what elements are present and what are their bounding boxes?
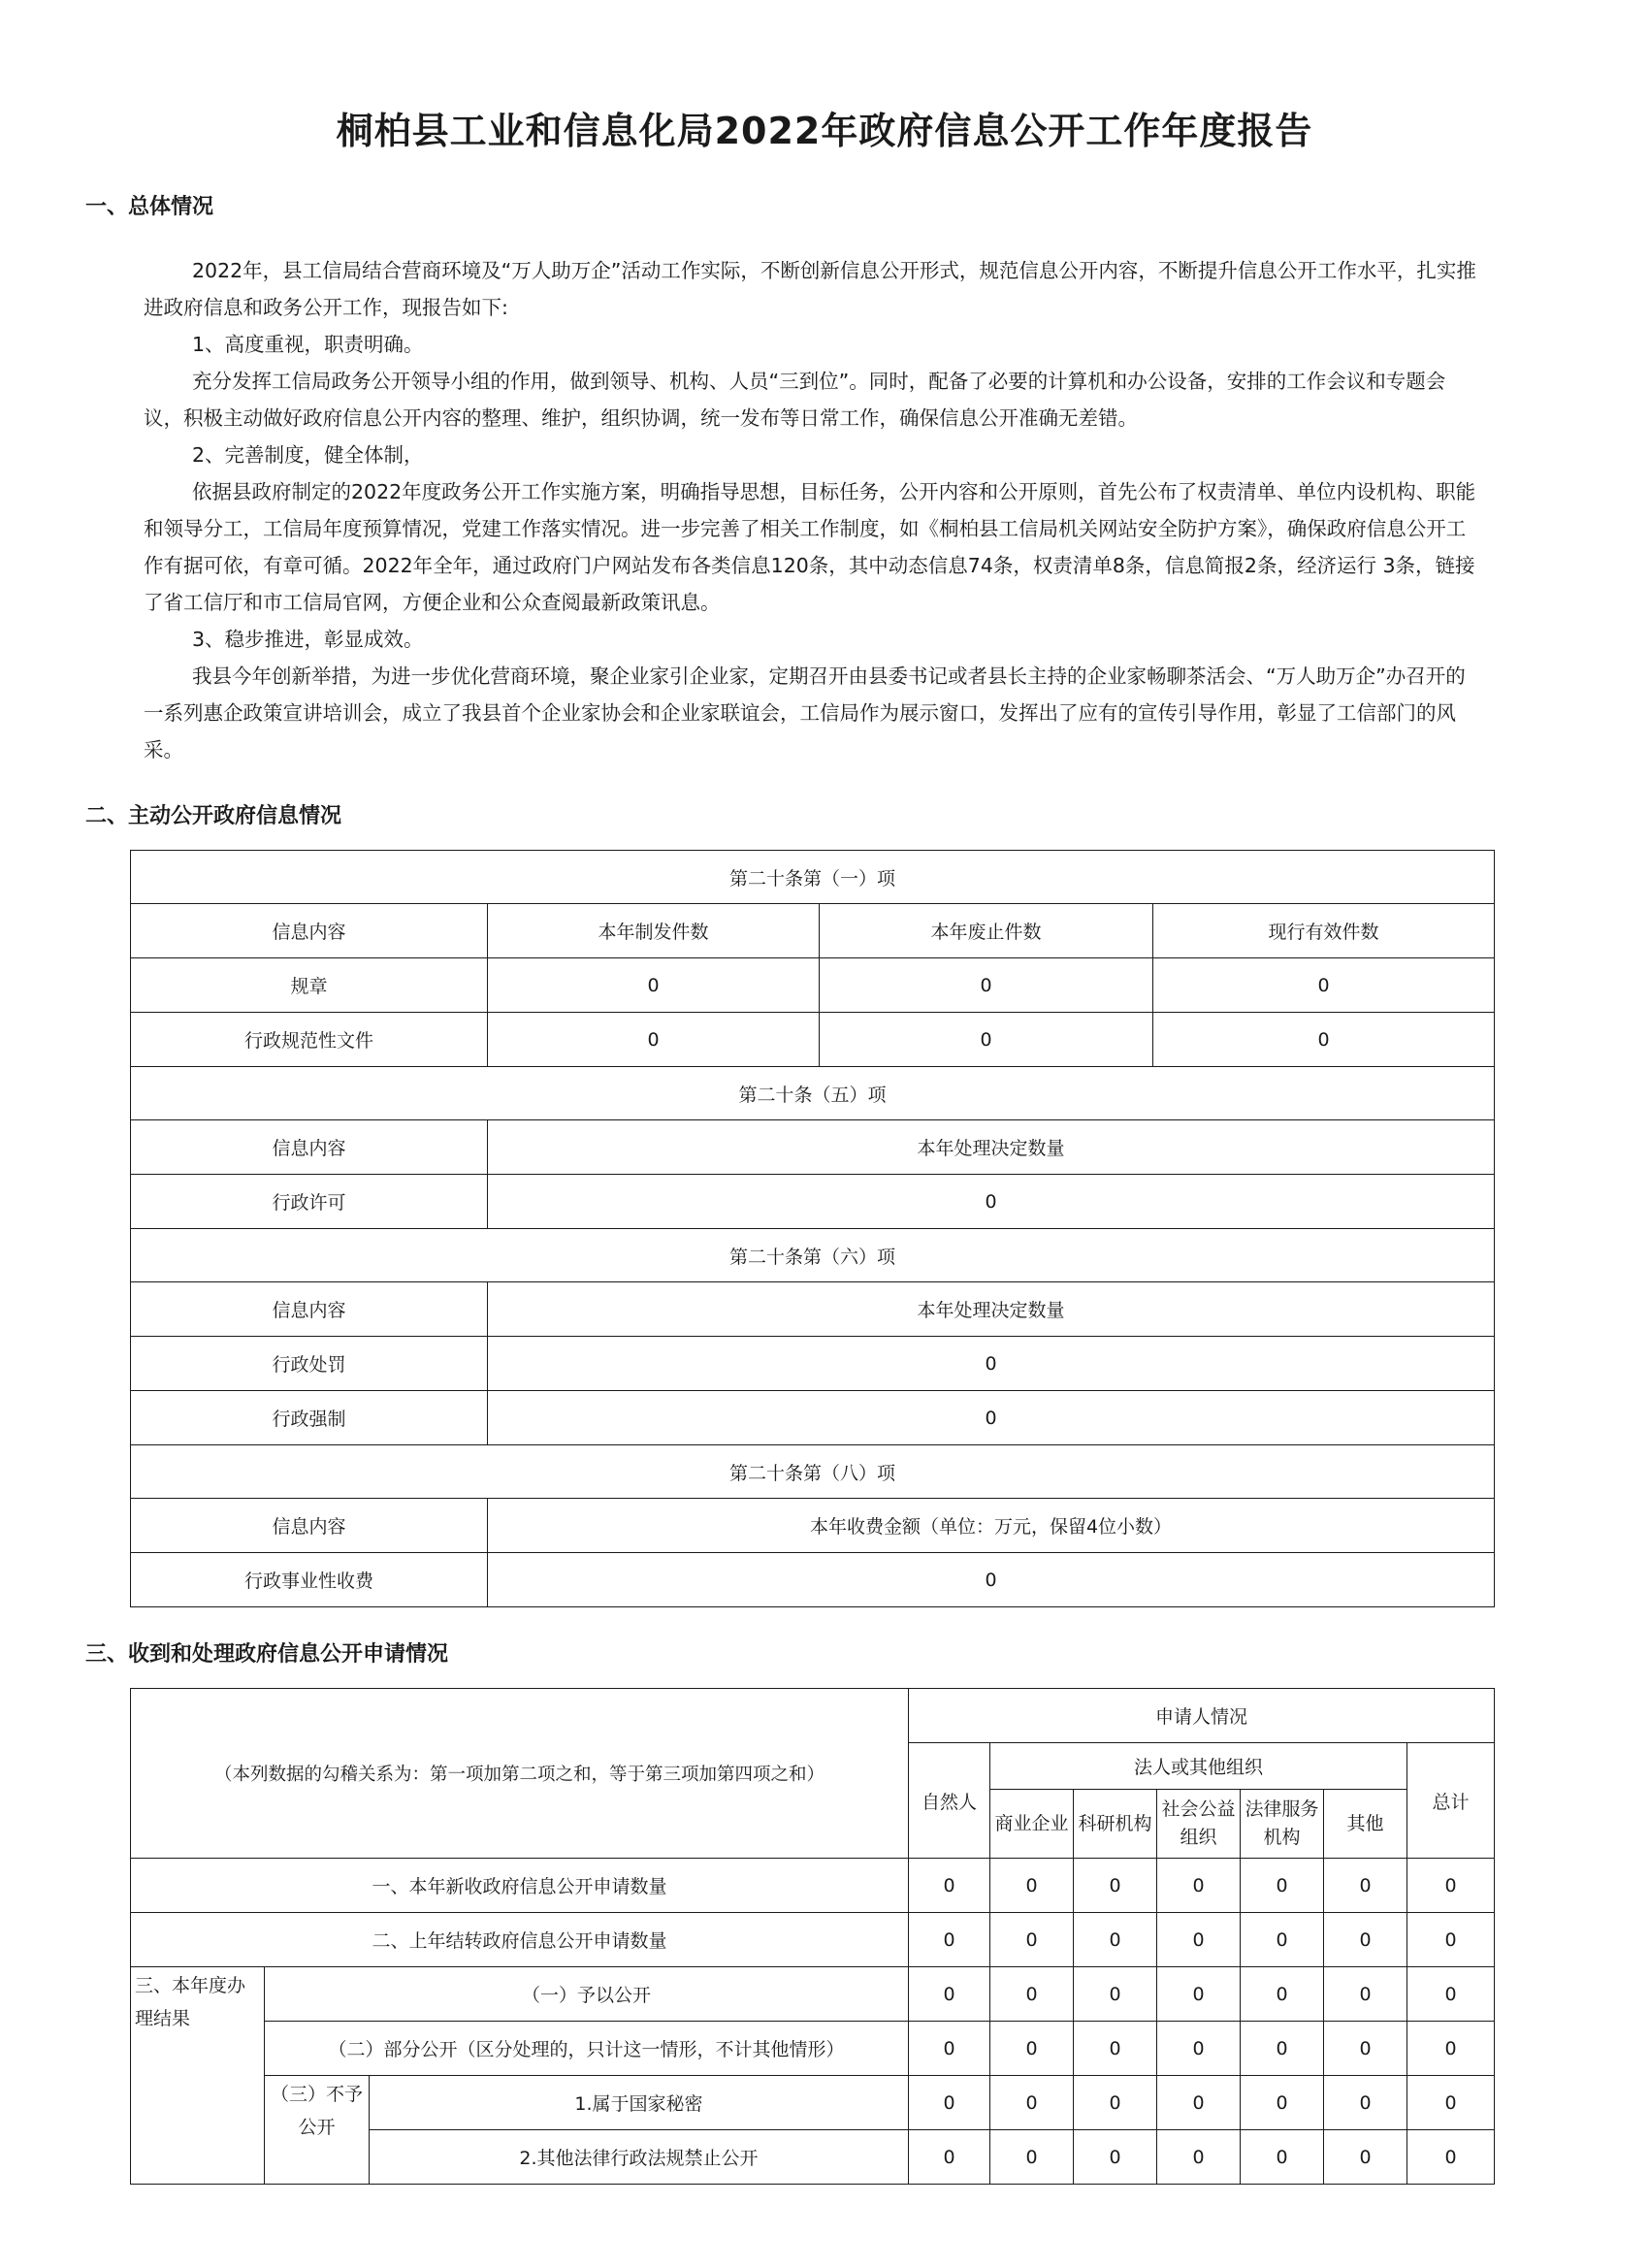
table-row [131,1913,1495,1967]
table-section-title: 第二十条（五）项 [131,1067,1495,1120]
column-header: 社会公益组织 [1157,1790,1241,1859]
table-cell: 0 [488,1013,820,1067]
table-cell: 0 [1074,2076,1157,2130]
table-cell: 0 [1157,2076,1241,2130]
table-cell: 0 [1074,1967,1157,2022]
row-label: 1.属于国家秘密 [370,2076,909,2130]
row-group-label: （三）不予公开 [265,2076,370,2185]
table-section-title: 第二十条第（六）项 [131,1229,1495,1282]
table-cell: 0 [1407,1967,1495,2022]
table-cell: 0 [909,1859,990,1913]
page-title: 桐柏县工业和信息化局2022年政府信息公开工作年度报告 [336,110,1313,152]
total-header: 总计 [1407,1743,1495,1859]
table-row [131,958,1495,1013]
section-2-heading: 二、主动公开政府信息情况 [85,804,342,828]
paragraph: 2、完善制度，健全体制， [192,443,424,467]
row-label: （二）部分公开（区分处理的，只计这一情形，不计其他情形） [265,2022,909,2076]
table-cell: 0 [488,1391,1495,1445]
table-row [131,1013,1495,1067]
table-row [131,2076,1495,2130]
table-cell: 0 [1157,1859,1241,1913]
table-cell: 0 [909,2076,990,2130]
column-header: 法律服务机构 [1241,1790,1324,1859]
row-label: 行政事业性收费 [131,1553,488,1607]
row-label: 规章 [131,958,488,1013]
row-label: 行政规范性文件 [131,1013,488,1067]
table-cell: 0 [1324,2076,1407,2130]
table-cell: 0 [990,2076,1074,2130]
paragraph: 2022年，县工信局结合营商环境及“万人助万企”活动工作实际，不断创新信息公开形式，规范信息公开内容，不断提升信息公开工作水平，扎实推进政府信息和政务公开工作，现报告如下: [144,259,1476,319]
table-cell: 0 [1407,2076,1495,2130]
table-cell: 0 [488,1337,1495,1391]
table-cell: 0 [909,2130,990,2185]
table-cell: 0 [820,958,1153,1013]
table-cell: 0 [1241,1913,1324,1967]
table-cell: 0 [1074,1913,1157,1967]
table-cell: 0 [1074,1859,1157,1913]
column-header: 其他 [1324,1790,1407,1859]
table-cell: 0 [1241,1967,1324,2022]
table-cell: 0 [1324,1967,1407,2022]
table-cell: 0 [1407,1859,1495,1913]
application-handling-table [130,1688,1495,2185]
table-cell: 0 [488,1553,1495,1607]
table-cell: 0 [909,2022,990,2076]
proactive-disclosure-table [130,850,1495,1607]
table-cell: 0 [1407,2022,1495,2076]
table-row [131,1967,1495,2022]
table-row [131,1337,1495,1391]
table-cell: 0 [488,958,820,1013]
column-header: 信息内容 [131,1120,488,1175]
row-label: 二、上年结转政府信息公开申请数量 [131,1913,909,1967]
row-label: 行政强制 [131,1391,488,1445]
table-cell: 0 [990,1967,1074,2022]
paragraph: 我县今年创新举措，为进一步优化营商环境，聚企业家引企业家，定期召开由县委书记或者县长主持的企业家畅聊茶活会、“万人助万企”办召开的一系列惠企政策宣讲培训会，成立了我县首个企业家协会和企业家联谊会，工信局作为展示窗口，发挥出了应有的宣传引导作用，彰显了工信部门的风采。 [144,664,1466,761]
paragraph: 充分发挥工信局政务公开领导小组的作用，做到领导、机构、人员“三到位”。同时，配备了必要的计算机和办公设备，安排的工作会议和专题会议，积极主动做好政府信息公开内容的整理、维护，组织协调，统一发布等日常工作，确保信息公开准确无差错。 [144,370,1446,430]
table-cell: 0 [1241,1859,1324,1913]
table-cell: 0 [990,1913,1074,1967]
column-header: 本年处理决定数量 [488,1282,1495,1337]
table-cell: 0 [1324,1913,1407,1967]
column-header: 本年处理决定数量 [488,1120,1495,1175]
table-cell: 0 [1241,2130,1324,2185]
table-cell: 0 [1157,2130,1241,2185]
table-cell: 0 [1324,2022,1407,2076]
table-row [131,1391,1495,1445]
natural-person-header: 自然人 [909,1743,990,1859]
table-row [131,1859,1495,1913]
row-label: （一）予以公开 [265,1967,909,2022]
column-header: 现行有效件数 [1153,904,1495,958]
table-cell: 0 [990,2022,1074,2076]
table-section-title: 第二十条第（八）项 [131,1445,1495,1499]
row-group-label: 三、本年度办理结果 [131,1967,265,2185]
column-header: 信息内容 [131,1499,488,1553]
column-header: 信息内容 [131,1282,488,1337]
paragraph: 依据县政府制定的2022年度政务公开工作实施方案，明确指导思想，目标任务，公开内容和公开原则，首先公布了权责清单、单位内设机构、职能和领导分工，工信局年度预算情况，党建工作落实情况。进一步完善了相关工作制度，如《桐柏县工信局机关网站安全防护方案》，确保政府信息公开工作有据可依，有章可循。2022年全年，通过政府门户网站发布各类信息120条，其中动态信息74条，权责清单8条，信息简报2条，经济运行 3条，链接了省工信厅和市工信局官网，方便企业和公众查阅最新政策讯息。 [144,480,1476,614]
table-cell: 0 [1153,1013,1495,1067]
paragraph: 3、稳步推进，彰显成效。 [192,628,424,651]
row-label: 2.其他法律行政法规禁止公开 [370,2130,909,2185]
table-cell: 0 [990,2130,1074,2185]
table-row [131,1175,1495,1229]
paragraph: 1、高度重视，职责明确。 [192,333,424,356]
table-cell: 0 [909,1967,990,2022]
legal-group-header: 法人或其他组织 [990,1743,1407,1790]
table-cell: 0 [1157,2022,1241,2076]
table-cell: 0 [1324,2130,1407,2185]
section-1-heading: 一、总体情况 [85,195,214,219]
column-header: 本年废止件数 [820,904,1153,958]
table-cell: 0 [1157,1913,1241,1967]
column-header: 科研机构 [1074,1790,1157,1859]
table-cell: 0 [488,1175,1495,1229]
column-header: 信息内容 [131,904,488,958]
table-cell: 0 [1157,1967,1241,2022]
row-label: 行政许可 [131,1175,488,1229]
row-label: 一、本年新收政府信息公开申请数量 [131,1859,909,1913]
column-header: 本年收费金额（单位：万元，保留4位小数） [488,1499,1495,1553]
row-label: 行政处罚 [131,1337,488,1391]
column-header: 商业企业 [990,1790,1074,1859]
table-section-title: 第二十条第（一）项 [131,851,1495,904]
table-cell: 0 [1074,2022,1157,2076]
table-cell: 0 [1074,2130,1157,2185]
table-cell: 0 [820,1013,1153,1067]
table-cell: 0 [1407,1913,1495,1967]
applicant-header: 申请人情况 [909,1689,1495,1743]
table-row [131,2022,1495,2076]
column-header: 本年制发件数 [488,904,820,958]
section-1-body [144,252,1482,768]
table-row [131,1553,1495,1607]
table-cell: 0 [1407,2130,1495,2185]
table-cell: 0 [1241,2022,1324,2076]
table-cell: 0 [1153,958,1495,1013]
section-3-heading: 三、收到和处理政府信息公开申请情况 [85,1642,449,1667]
table-cell: 0 [990,1859,1074,1913]
table-cell: 0 [1324,1859,1407,1913]
table-cell: 0 [909,1913,990,1967]
table-cell: 0 [1241,2076,1324,2130]
table-note: （本列数据的勾稽关系为：第一项加第二项之和，等于第三项加第四项之和） [131,1689,909,1859]
